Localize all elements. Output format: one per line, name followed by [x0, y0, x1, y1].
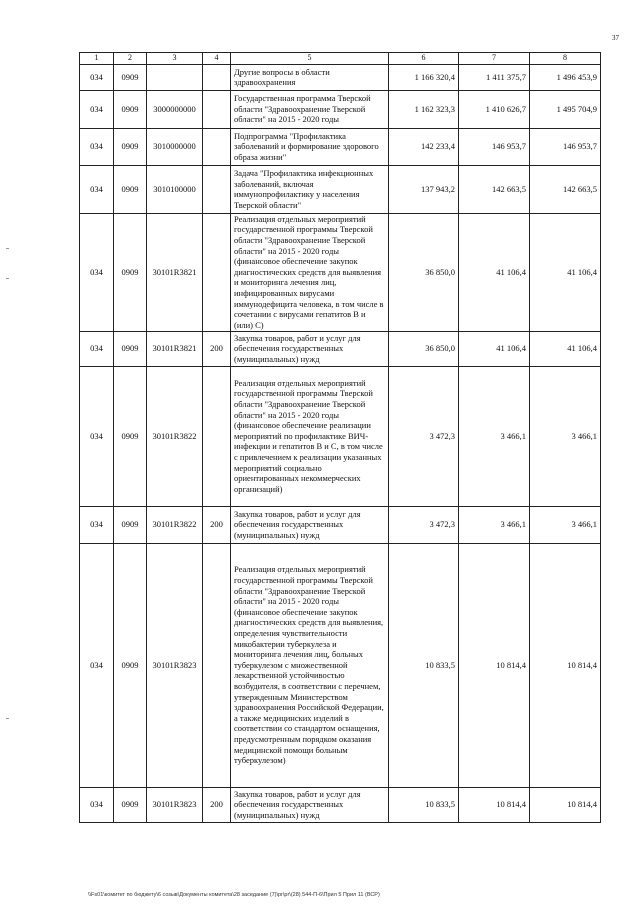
table-row — [80, 128, 601, 165]
row-description: Реализация отдельных мероприятий государственной программы Тверской области "Здравоохранение Тверской области" на 2015 - 2020 годы (финансовое обеспечение закупок диагностических средств для выявления, определения чувствительности микобактерии туберкулеза и мониторинга лечения лиц, больных туберкулезом с множественной лекарственной устойчивостью возбудителя, в соответствии с перечнем, утвержденным Министерством здравоохранения Российской Федерации, а также медицинских изделий в соответствии со стандартом оснащения, предусмотренным порядком оказания медицинской помощи больным туберкулезом) — [231, 543, 389, 787]
scan-mark — [6, 718, 9, 719]
amount-col8: 41 106,4 — [530, 213, 601, 331]
file-path-footer: \\Fs01\комитет по бюджету\6 созыв\Документы комитета\28 заседание (7)\pr\pr\(28) 544-П-6\Прил 5 Прил 11 (ВСР) — [88, 892, 380, 898]
target-article-code: 3010100000 — [147, 165, 203, 213]
table-row — [80, 64, 601, 90]
table-row — [80, 331, 601, 366]
scan-mark — [6, 248, 9, 249]
table-row — [80, 213, 601, 331]
amount-col7: 146 953,7 — [459, 128, 530, 165]
amount-col6: 3 472,3 — [389, 506, 459, 543]
column-header: 3 — [147, 53, 203, 65]
column-header: 4 — [203, 53, 231, 65]
amount-col6: 10 833,5 — [389, 787, 459, 822]
expense-type-code — [203, 543, 231, 787]
target-article-code: 30101R3823 — [147, 787, 203, 822]
row-description: Подпрограмма "Профилактика заболеваний и формирование здорового образа жизни" — [231, 128, 389, 165]
amount-col6: 36 850,0 — [389, 213, 459, 331]
ministry-code: 034 — [80, 366, 114, 506]
amount-col8: 3 466,1 — [530, 506, 601, 543]
amount-col8: 142 663,5 — [530, 165, 601, 213]
ministry-code: 034 — [80, 64, 114, 90]
row-description: Задача "Профилактика инфекционных заболеваний, включая иммунопрофилактику у населения Тверской области" — [231, 165, 389, 213]
section-code: 0909 — [114, 64, 147, 90]
amount-col6: 137 943,2 — [389, 165, 459, 213]
amount-col8: 41 106,4 — [530, 331, 601, 366]
section-code: 0909 — [114, 787, 147, 822]
amount-col7: 10 814,4 — [459, 787, 530, 822]
target-article-code: 30101R3821 — [147, 213, 203, 331]
ministry-code: 034 — [80, 213, 114, 331]
column-header: 1 — [80, 53, 114, 65]
ministry-code: 034 — [80, 165, 114, 213]
scan-mark — [6, 278, 9, 279]
amount-col8: 3 466,1 — [530, 366, 601, 506]
column-header: 6 — [389, 53, 459, 65]
amount-col6: 36 850,0 — [389, 331, 459, 366]
expense-type-code — [203, 90, 231, 128]
column-number-row — [80, 53, 601, 65]
amount-col6: 10 833,5 — [389, 543, 459, 787]
amount-col7: 1 411 375,7 — [459, 64, 530, 90]
amount-col6: 1 162 323,3 — [389, 90, 459, 128]
ministry-code: 034 — [80, 331, 114, 366]
row-description: Закупка товаров, работ и услуг для обеспечения государственных (муниципальных) нужд — [231, 331, 389, 366]
table-row — [80, 506, 601, 543]
amount-col6: 3 472,3 — [389, 366, 459, 506]
table-row — [80, 165, 601, 213]
expense-type-code — [203, 165, 231, 213]
amount-col6: 142 233,4 — [389, 128, 459, 165]
column-header: 5 — [231, 53, 389, 65]
expense-type-code — [203, 366, 231, 506]
section-code: 0909 — [114, 128, 147, 165]
table-row — [80, 90, 601, 128]
row-description: Государственная программа Тверской области "Здравоохранение Тверской области" на 2015 - 2020 годы — [231, 90, 389, 128]
expense-type-code — [203, 128, 231, 165]
column-header: 7 — [459, 53, 530, 65]
target-article-code: 3000000000 — [147, 90, 203, 128]
table-row — [80, 787, 601, 822]
amount-col7: 3 466,1 — [459, 506, 530, 543]
section-code: 0909 — [114, 165, 147, 213]
ministry-code: 034 — [80, 506, 114, 543]
amount-col7: 41 106,4 — [459, 331, 530, 366]
section-code: 0909 — [114, 331, 147, 366]
target-article-code: 3010000000 — [147, 128, 203, 165]
section-code: 0909 — [114, 543, 147, 787]
target-article-code: 30101R3821 — [147, 331, 203, 366]
amount-col8: 10 814,4 — [530, 787, 601, 822]
expense-type-code: 200 — [203, 506, 231, 543]
table-row — [80, 543, 601, 787]
section-code: 0909 — [114, 506, 147, 543]
budget-table — [79, 52, 601, 823]
target-article-code: 30101R3822 — [147, 366, 203, 506]
ministry-code: 034 — [80, 90, 114, 128]
target-article-code: 30101R3822 — [147, 506, 203, 543]
table-row — [80, 366, 601, 506]
expense-type-code: 200 — [203, 331, 231, 366]
target-article-code: 30101R3823 — [147, 543, 203, 787]
column-header: 2 — [114, 53, 147, 65]
ministry-code: 034 — [80, 543, 114, 787]
expense-type-code: 200 — [203, 787, 231, 822]
section-code: 0909 — [114, 213, 147, 331]
page-number: 37 — [612, 34, 619, 42]
row-description: Реализация отдельных мероприятий государственной программы Тверской области "Здравоохранение Тверской области" на 2015 - 2020 годы (финансовое обеспечение закупок диагностических средств для выявления и мониторинга лечения лиц, инфицированных вирусами иммунодефицита человека, в том числе в сочетании с вирусами гепатитов В и (или) С) — [231, 213, 389, 331]
amount-col7: 1 410 626,7 — [459, 90, 530, 128]
target-article-code — [147, 64, 203, 90]
row-description: Другие вопросы в области здравоохранения — [231, 64, 389, 90]
column-header: 8 — [530, 53, 601, 65]
amount-col7: 41 106,4 — [459, 213, 530, 331]
expense-type-code — [203, 213, 231, 331]
row-description: Реализация отдельных мероприятий государственной программы Тверской области "Здравоохранение Тверской области" на 2015 - 2020 годы (финансовое обеспечение реализации мероприятий по профилактике ВИЧ-инфекции и гепатитов В и С, в том числе с привлечением к реализации указанных мероприятий социально ориентированных некоммерческих организаций) — [231, 366, 389, 506]
amount-col7: 142 663,5 — [459, 165, 530, 213]
expense-type-code — [203, 64, 231, 90]
section-code: 0909 — [114, 90, 147, 128]
amount-col7: 10 814,4 — [459, 543, 530, 787]
ministry-code: 034 — [80, 787, 114, 822]
section-code: 0909 — [114, 366, 147, 506]
row-description: Закупка товаров, работ и услуг для обеспечения государственных (муниципальных) нужд — [231, 506, 389, 543]
amount-col8: 1 495 704,9 — [530, 90, 601, 128]
amount-col7: 3 466,1 — [459, 366, 530, 506]
row-description: Закупка товаров, работ и услуг для обеспечения государственных (муниципальных) нужд — [231, 787, 389, 822]
amount-col8: 10 814,4 — [530, 543, 601, 787]
ministry-code: 034 — [80, 128, 114, 165]
amount-col8: 1 496 453,9 — [530, 64, 601, 90]
amount-col6: 1 166 320,4 — [389, 64, 459, 90]
amount-col8: 146 953,7 — [530, 128, 601, 165]
